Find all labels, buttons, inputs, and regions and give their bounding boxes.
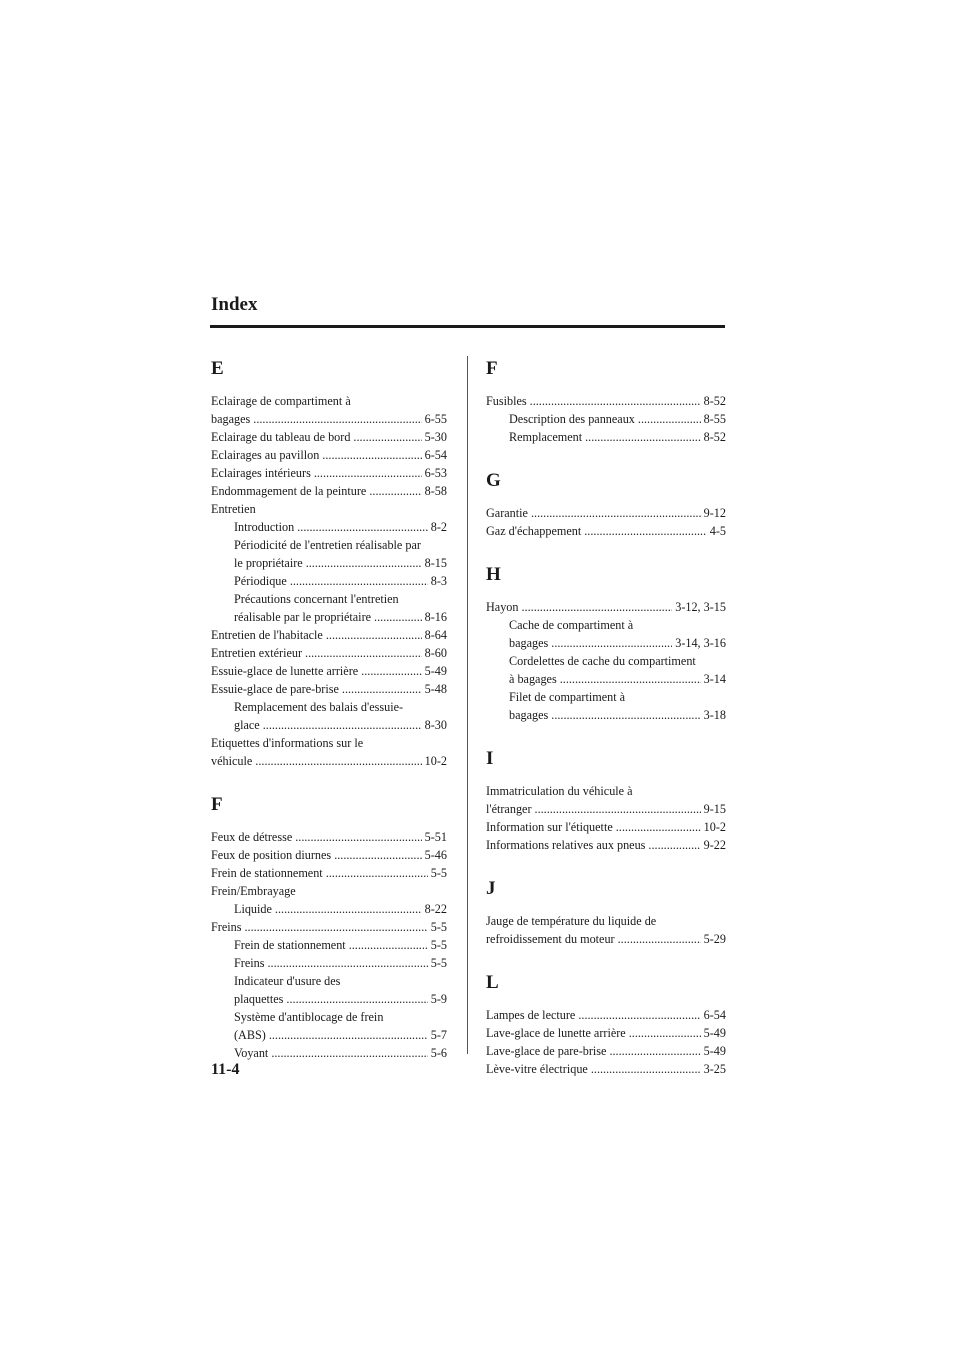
entry-term: Périodique (234, 574, 287, 588)
dot-leader (305, 644, 422, 662)
entry-line (234, 518, 447, 536)
entry-term: refroidissement du moteur (486, 932, 615, 946)
section-letter: L (486, 972, 499, 993)
index-subentry (211, 954, 447, 972)
page-reference: 10-2 (703, 820, 726, 834)
dot-leader (361, 662, 421, 680)
index-entry (486, 1042, 726, 1060)
index-entry (211, 662, 447, 680)
entry-term: Jauge de température du liquide de (486, 914, 657, 928)
entry-term: bagages (509, 708, 549, 722)
dot-leader (648, 836, 700, 854)
page-reference: 5-5 (430, 956, 447, 970)
entry-term: Frein de stationnement (211, 866, 323, 880)
page-reference: 6-55 (424, 412, 447, 426)
entry-term: Entretien (211, 502, 256, 516)
entry-line (486, 1024, 726, 1042)
entry-line (486, 1060, 726, 1078)
entry-line (234, 1026, 447, 1044)
index-section-g (486, 467, 726, 540)
entry-term: Essuie-glace de lunette arrière (211, 664, 359, 678)
entry-term: Gaz d'échappement (486, 524, 582, 538)
page-reference: 3-12, 3-15 (675, 600, 726, 614)
entry-line (486, 1006, 726, 1024)
page-reference: 5-30 (424, 430, 447, 444)
title-rule (210, 325, 725, 328)
entry-term: glace (234, 718, 260, 732)
dot-leader (297, 518, 428, 536)
entry-line (234, 954, 447, 972)
index-subentry (211, 536, 447, 572)
dot-leader (263, 716, 422, 734)
dot-leader (591, 1060, 701, 1078)
dot-leader (322, 446, 421, 464)
entry-term: Fusibles (486, 394, 527, 408)
entry-term: Cordelettes de cache du compartiment (509, 654, 696, 668)
index-entry (211, 918, 447, 936)
section-letter: I (486, 748, 494, 769)
page-reference: 8-52 (703, 430, 726, 444)
index-subentry (211, 900, 447, 918)
index-entry (486, 836, 726, 854)
dot-leader (530, 392, 701, 410)
index-section-j (486, 875, 726, 948)
entry-term: Voyant (234, 1046, 269, 1060)
entry-line (211, 428, 447, 446)
index-subentry (211, 590, 447, 626)
entry-line (211, 464, 447, 482)
entry-term: Feux de détresse (211, 830, 293, 844)
entry-line (211, 662, 447, 680)
page-reference: 8-22 (424, 902, 447, 916)
entry-line (486, 800, 726, 818)
index-entry (211, 882, 447, 900)
section-letter: E (211, 358, 224, 379)
entry-line (509, 706, 726, 724)
page-reference: 4-5 (709, 524, 726, 538)
index-section-f (486, 355, 726, 446)
right-column (486, 355, 726, 1099)
entry-term: Système d'antiblocage de frein (234, 1010, 384, 1024)
entry-term: Feux de position diurnes (211, 848, 332, 862)
dot-leader (531, 504, 701, 522)
index-subentry (211, 518, 447, 536)
dot-leader (609, 1042, 700, 1060)
section-letter: J (486, 878, 496, 899)
entry-line (234, 572, 447, 590)
page-reference: 5-49 (703, 1044, 726, 1058)
entry-line (486, 836, 726, 854)
entry-term: Immatriculation du véhicule à (486, 784, 633, 798)
index-entry (486, 782, 726, 818)
index-entry (211, 626, 447, 644)
section-letter: H (486, 564, 501, 585)
page-reference: 8-16 (424, 610, 447, 624)
page-reference: 8-15 (424, 556, 447, 570)
entry-term: Lampes de lecture (486, 1008, 576, 1022)
page-reference: 5-48 (424, 682, 447, 696)
entry-term: Informations relatives aux pneus (486, 838, 646, 852)
entry-term: Garantie (486, 506, 528, 520)
index-entry (486, 912, 726, 948)
page-reference: 5-7 (430, 1028, 447, 1042)
entry-line (234, 1044, 447, 1062)
dot-leader (629, 1024, 701, 1042)
dot-leader (244, 918, 427, 936)
entry-line (211, 680, 447, 698)
page-reference: 6-53 (424, 466, 447, 480)
entry-term: Introduction (234, 520, 295, 534)
entry-term: réalisable par le propriétaire (234, 610, 372, 624)
page-reference: 3-14, 3-16 (675, 636, 726, 650)
dot-leader (255, 752, 421, 770)
dot-leader (369, 482, 421, 500)
section-letter: F (486, 358, 498, 379)
entry-term: Hayon (486, 600, 519, 614)
dot-leader (349, 936, 428, 954)
entry-term: bagages (509, 636, 549, 650)
dot-leader (295, 828, 421, 846)
index-subentry (211, 972, 447, 1008)
entry-term: Frein/Embrayage (211, 884, 296, 898)
dot-leader (551, 706, 700, 724)
dot-leader (334, 846, 421, 864)
index-entry (486, 818, 726, 836)
entry-line (234, 554, 447, 572)
entry-line (486, 598, 726, 616)
page-reference: 6-54 (424, 448, 447, 462)
page-reference: 8-55 (703, 412, 726, 426)
entry-term: Eclairages au pavillon (211, 448, 320, 462)
entry-term: Indicateur d'usure des (234, 974, 341, 988)
page-reference: 3-14 (703, 672, 726, 686)
dot-leader (314, 464, 422, 482)
dot-leader (616, 818, 701, 836)
page-reference: 5-49 (703, 1026, 726, 1040)
entry-line (486, 504, 726, 522)
index-subentry (211, 1008, 447, 1044)
dot-leader (290, 572, 428, 590)
index-entry (211, 482, 447, 500)
index-entry (486, 392, 726, 410)
entry-line (211, 846, 447, 864)
entry-line (509, 670, 726, 688)
entry-term: Eclairage de compartiment à (211, 394, 351, 408)
page-reference: 8-3 (430, 574, 447, 588)
left-column (211, 355, 447, 1083)
page-reference: 5-6 (430, 1046, 447, 1060)
index-subentry (486, 410, 726, 428)
index-subentry (486, 428, 726, 446)
entry-line (234, 608, 447, 626)
index-section-f (211, 791, 447, 1062)
entry-line (486, 392, 726, 410)
index-entry (211, 734, 447, 770)
dot-leader (342, 680, 422, 698)
entry-line (234, 936, 447, 954)
index-subentry (211, 698, 447, 734)
page-reference: 5-49 (424, 664, 447, 678)
entry-term: Information sur l'étiquette (486, 820, 613, 834)
dot-leader (353, 428, 421, 446)
index-entry (486, 522, 726, 540)
index-entry (211, 864, 447, 882)
entry-line (211, 644, 447, 662)
dot-leader (286, 990, 427, 1008)
page-reference: 3-18 (703, 708, 726, 722)
index-section-i (486, 745, 726, 854)
index-entry (211, 500, 447, 518)
page-number: 11-4 (211, 1061, 240, 1078)
entry-line (234, 900, 447, 918)
page-reference: 9-15 (703, 802, 726, 816)
dot-leader (326, 864, 428, 882)
entry-term: Entretien de l'habitacle (211, 628, 323, 642)
index-entry (211, 428, 447, 446)
page-reference: 5-5 (430, 938, 447, 952)
entry-line (509, 634, 726, 652)
column-divider (467, 356, 468, 1054)
page-reference: 9-22 (703, 838, 726, 852)
entry-term: Etiquettes d'informations sur le (211, 736, 364, 750)
dot-leader (374, 608, 422, 626)
entry-line (211, 446, 447, 464)
entry-term: plaquettes (234, 992, 284, 1006)
entry-term: Filet de compartiment à (509, 690, 626, 704)
dot-leader (585, 428, 701, 446)
entry-line (486, 522, 726, 540)
entry-term: (ABS) (234, 1028, 266, 1042)
page-reference: 5-5 (430, 920, 447, 934)
index-entry (486, 1006, 726, 1024)
dot-leader (306, 554, 422, 572)
entry-line (486, 930, 726, 948)
index-entry (211, 644, 447, 662)
dot-leader (267, 954, 427, 972)
index-section-l (486, 969, 726, 1078)
entry-line (211, 410, 447, 428)
dot-leader (522, 598, 673, 616)
page-reference: 8-52 (703, 394, 726, 408)
entry-term: le propriétaire (234, 556, 303, 570)
page-reference: 5-5 (430, 866, 447, 880)
entry-term: Entretien extérieur (211, 646, 303, 660)
entry-term: Remplacement des balais d'essuie- (234, 700, 404, 714)
entry-term: Endommagement de la peinture (211, 484, 367, 498)
entry-line (211, 482, 447, 500)
index-entry (211, 828, 447, 846)
entry-term: à bagages (509, 672, 557, 686)
index-subentry (486, 688, 726, 724)
page-reference: 5-51 (424, 830, 447, 844)
entry-term: Essuie-glace de pare-brise (211, 682, 339, 696)
entry-term: Freins (234, 956, 265, 970)
index-entry (486, 598, 726, 616)
entry-line (211, 918, 447, 936)
entry-line (509, 410, 726, 428)
index-subentry (211, 936, 447, 954)
page-reference: 5-9 (430, 992, 447, 1006)
entry-term: Remplacement (509, 430, 583, 444)
entry-line (211, 864, 447, 882)
entry-term: Cache de compartiment à (509, 618, 634, 632)
dot-leader (535, 800, 701, 818)
page-reference: 8-30 (424, 718, 447, 732)
page-reference: 9-12 (703, 506, 726, 520)
entry-term: Précautions concernant l'entretien (234, 592, 399, 606)
entry-line (234, 990, 447, 1008)
entry-term: Eclairage du tableau de bord (211, 430, 351, 444)
entry-term: l'étranger (486, 802, 532, 816)
entry-term: Lave-glace de pare-brise (486, 1044, 607, 1058)
entry-term: Eclairages intérieurs (211, 466, 311, 480)
entry-line (211, 752, 447, 770)
entry-line (509, 428, 726, 446)
page-reference: 10-2 (424, 754, 447, 768)
index-entry (211, 464, 447, 482)
entry-line (486, 1042, 726, 1060)
dot-leader (271, 1044, 427, 1062)
entry-term: Frein de stationnement (234, 938, 346, 952)
entry-term: Périodicité de l'entretien réalisable par (234, 538, 421, 552)
page-reference: 5-46 (424, 848, 447, 862)
index-entry (211, 846, 447, 864)
entry-term: Freins (211, 920, 242, 934)
dot-leader (560, 670, 701, 688)
entry-term: bagages (211, 412, 251, 426)
index-entry (486, 1024, 726, 1042)
page-reference: 8-60 (424, 646, 447, 660)
entry-line (234, 716, 447, 734)
index-subentry (211, 1044, 447, 1062)
index-entry (211, 680, 447, 698)
page-reference: 3-25 (703, 1062, 726, 1076)
page-title: Index (211, 294, 258, 315)
index-entry (211, 446, 447, 464)
dot-leader (275, 900, 422, 918)
dot-leader (551, 634, 672, 652)
entry-term: Lave-glace de lunette arrière (486, 1026, 626, 1040)
index-entry (486, 1060, 726, 1078)
index-subentry (486, 616, 726, 652)
dot-leader (253, 410, 421, 428)
index-entry (486, 504, 726, 522)
dot-leader (578, 1006, 700, 1024)
entry-term: Lève-vitre électrique (486, 1062, 588, 1076)
dot-leader (618, 930, 701, 948)
dot-leader (638, 410, 701, 428)
entry-term: Description des panneaux (509, 412, 635, 426)
page-reference: 8-58 (424, 484, 447, 498)
dot-leader (326, 626, 422, 644)
entry-line (211, 626, 447, 644)
entry-line (486, 818, 726, 836)
index-subentry (211, 572, 447, 590)
index-section-e (211, 355, 447, 770)
page-reference: 8-2 (430, 520, 447, 534)
page-reference: 5-29 (703, 932, 726, 946)
dot-leader (584, 522, 707, 540)
index-section-h (486, 561, 726, 724)
page-reference: 6-54 (703, 1008, 726, 1022)
entry-term: Liquide (234, 902, 272, 916)
index-entry (211, 392, 447, 428)
entry-line (211, 828, 447, 846)
dot-leader (269, 1026, 428, 1044)
section-letter: F (211, 794, 223, 815)
entry-term: véhicule (211, 754, 253, 768)
page-reference: 8-64 (424, 628, 447, 642)
section-letter: G (486, 470, 501, 491)
index-subentry (486, 652, 726, 688)
